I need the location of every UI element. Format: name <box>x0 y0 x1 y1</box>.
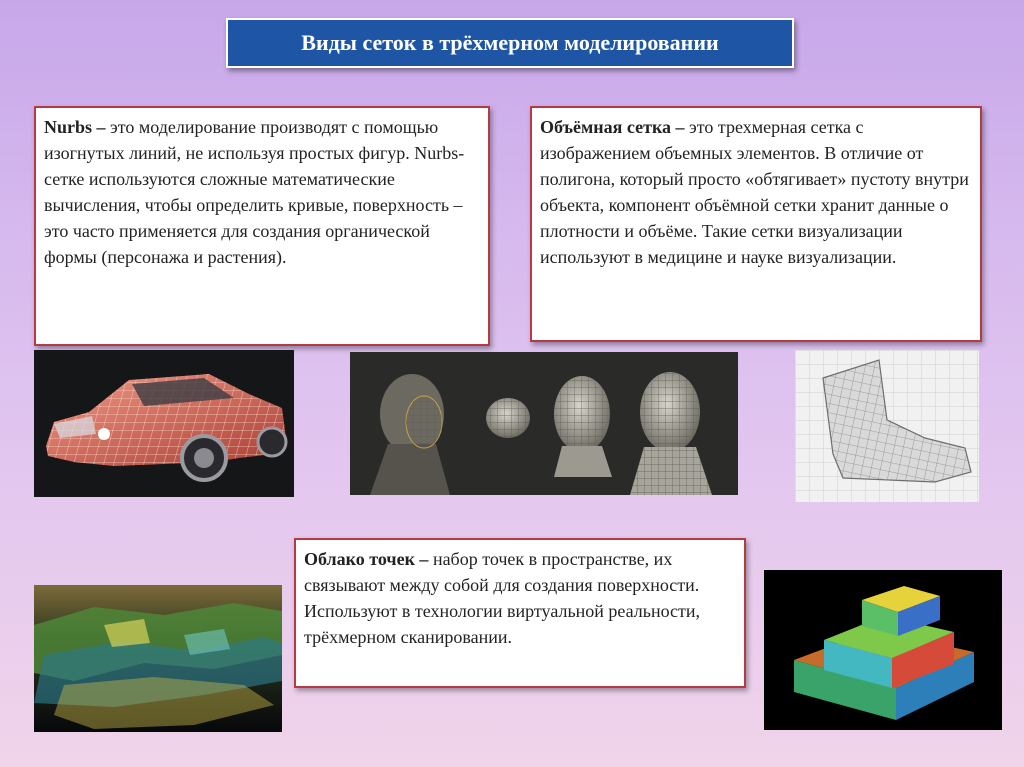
slide-title-text: Виды сеток в трёхмерном моделировании <box>301 30 719 55</box>
point-cloud-definition-box <box>294 538 746 688</box>
nurbs-text: это моделирование производят с помощью изогнутых линий, не используя простых фигур. Nurbs-сетке используются сложные математические вычисления, чтобы определить кривые, поверхность – это часто применяется для создания органической формы (персонажа и растения). <box>44 117 465 267</box>
cloud-term: Облако точек – <box>304 549 429 569</box>
building-point-cloud-image <box>764 570 1002 730</box>
slide-title <box>226 18 794 68</box>
nurbs-definition-box <box>34 106 490 346</box>
nurbs-term: Nurbs – <box>44 117 106 137</box>
heads-mesh-image <box>350 352 738 495</box>
volume-text: это трехмерная сетка с изображением объемных элементов. В отличие от полигона, который просто «обтягивает» пустоту внутри объекта, компонент объёмной сетки хранит данные о плотности и объёме. Такие сетки визуализации используют в медицине и науке визуализации. <box>540 117 969 267</box>
volume-term: Объёмная сетка – <box>540 117 685 137</box>
car-wireframe-image <box>34 350 294 497</box>
terrain-point-cloud-image <box>34 585 282 732</box>
volume-mesh-definition-box <box>530 106 982 342</box>
boot-wireframe-image <box>795 350 979 502</box>
cloud-text: набор точек в пространстве, их связывают между собой для создания поверхности. Используют в технологии виртуальной реальности, трёхмерном сканировании. <box>304 549 701 647</box>
